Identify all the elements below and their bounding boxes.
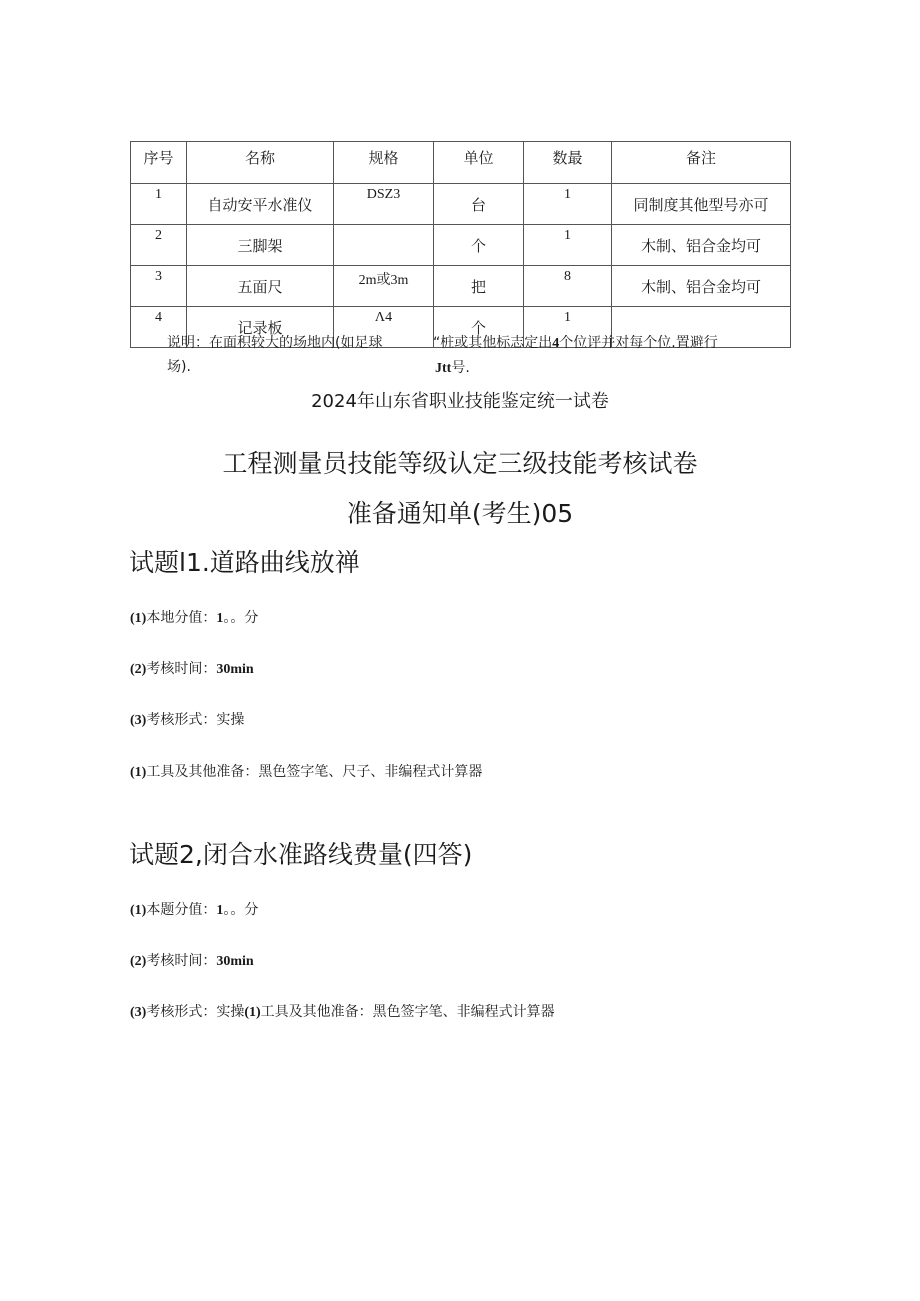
item-prefix: (3)	[130, 1005, 147, 1020]
header-qty: 数最	[524, 142, 612, 184]
header-spec: 规格	[334, 142, 434, 184]
table-note-right	[433, 331, 773, 381]
cell-qty: 1	[524, 184, 612, 225]
item-prefix: (1)	[130, 611, 147, 626]
cell-name: 自动安平水准仪	[187, 184, 334, 225]
note-left-line1: 说明：在面积较大的场地内(如足球	[167, 335, 383, 351]
note-right-line2-a: Jtt	[435, 361, 452, 376]
cell-seq: 3	[131, 266, 187, 307]
question1-item	[130, 709, 244, 729]
question2-item	[130, 950, 254, 970]
item-label: 考核形式：实操	[146, 1004, 245, 1020]
cell-spec: Λ4	[334, 307, 434, 348]
table-row	[131, 266, 791, 307]
cell-seq: 4	[131, 307, 187, 348]
item-prefix: (2)	[130, 954, 147, 969]
note-right-number: 4	[552, 336, 560, 351]
item-label: 工具及其他准备：黑色签字笔、尺子、非编程式计算器	[146, 764, 483, 780]
item-prefix: (1)	[130, 765, 147, 780]
question1-item	[130, 607, 258, 627]
item-value: 30min	[216, 954, 254, 969]
equipment-table	[130, 141, 791, 348]
header-seq: 序号	[131, 142, 187, 184]
table-row	[131, 225, 791, 266]
cell-seq: 1	[131, 184, 187, 225]
cell-name: 三脚架	[187, 225, 334, 266]
item-value: 1	[216, 611, 224, 626]
item-value: (1)	[244, 1005, 261, 1020]
cell-spec	[334, 225, 434, 266]
table-header-row	[131, 142, 791, 184]
cell-unit: 把	[434, 266, 524, 307]
cell-unit: 个	[434, 307, 524, 348]
item-value-rest: 。。分	[223, 902, 259, 918]
item-label: 考核时间：	[146, 953, 217, 969]
table-note-left	[167, 331, 417, 379]
cell-note: 木制、铝合金均可	[612, 225, 791, 266]
header-note: 备注	[612, 142, 791, 184]
question2-item	[130, 1001, 555, 1021]
cell-unit: 台	[434, 184, 524, 225]
note-left-line2: 场).	[167, 359, 191, 375]
cell-qty: 1	[524, 225, 612, 266]
note-right-line2-b: 号.	[451, 360, 470, 376]
item-label: 考核形式：实操	[146, 712, 245, 728]
question2-item	[130, 899, 258, 919]
header-unit: 单位	[434, 142, 524, 184]
question2-title: 试题2,闭合水准路线费量(四答)	[129, 840, 473, 869]
question1-item	[130, 658, 254, 678]
header-name: 名称	[187, 142, 334, 184]
page-subtitle: 准备通知单(考生)05	[346, 499, 574, 528]
item-prefix: (1)	[130, 903, 147, 918]
cell-unit: 个	[434, 225, 524, 266]
item-value: 1	[216, 903, 224, 918]
note-right-line1	[433, 331, 773, 356]
item-label: 本题分值：	[146, 902, 217, 918]
item-prefix: (3)	[130, 713, 147, 728]
page-title: 工程测量员技能等级认定三级技能考核试卷	[222, 449, 698, 478]
note-right-line2	[433, 356, 773, 381]
exam-organization: 2024年山东省职业技能鉴定统一试卷	[311, 391, 609, 412]
item-label: 本地分值：	[146, 610, 217, 626]
note-right-text-a: “桩或其他标志定出	[433, 335, 553, 351]
cell-spec: DSZ3	[334, 184, 434, 225]
question1-item	[130, 761, 482, 781]
note-right-text-b: 个位评并对每个位.置避行	[559, 335, 718, 351]
cell-note: 木制、铝合金均可	[612, 266, 791, 307]
table-row	[131, 184, 791, 225]
cell-name: 记录板	[187, 307, 334, 348]
cell-spec: 2m或3m	[334, 266, 434, 307]
cell-qty: 8	[524, 266, 612, 307]
cell-qty: 1	[524, 307, 612, 348]
item-value-rest: 工具及其他准备：黑色签字笔、非编程式计算器	[260, 1004, 555, 1020]
question1-title: 试题l1.道路曲线放禅	[129, 548, 360, 577]
item-value-rest: 。。分	[223, 610, 259, 626]
item-label: 考核时间：	[146, 661, 217, 677]
item-value: 30min	[216, 662, 254, 677]
item-prefix: (2)	[130, 662, 147, 677]
cell-seq: 2	[131, 225, 187, 266]
cell-name: 五面尺	[187, 266, 334, 307]
cell-note: 同制度其他型号亦可	[612, 184, 791, 225]
